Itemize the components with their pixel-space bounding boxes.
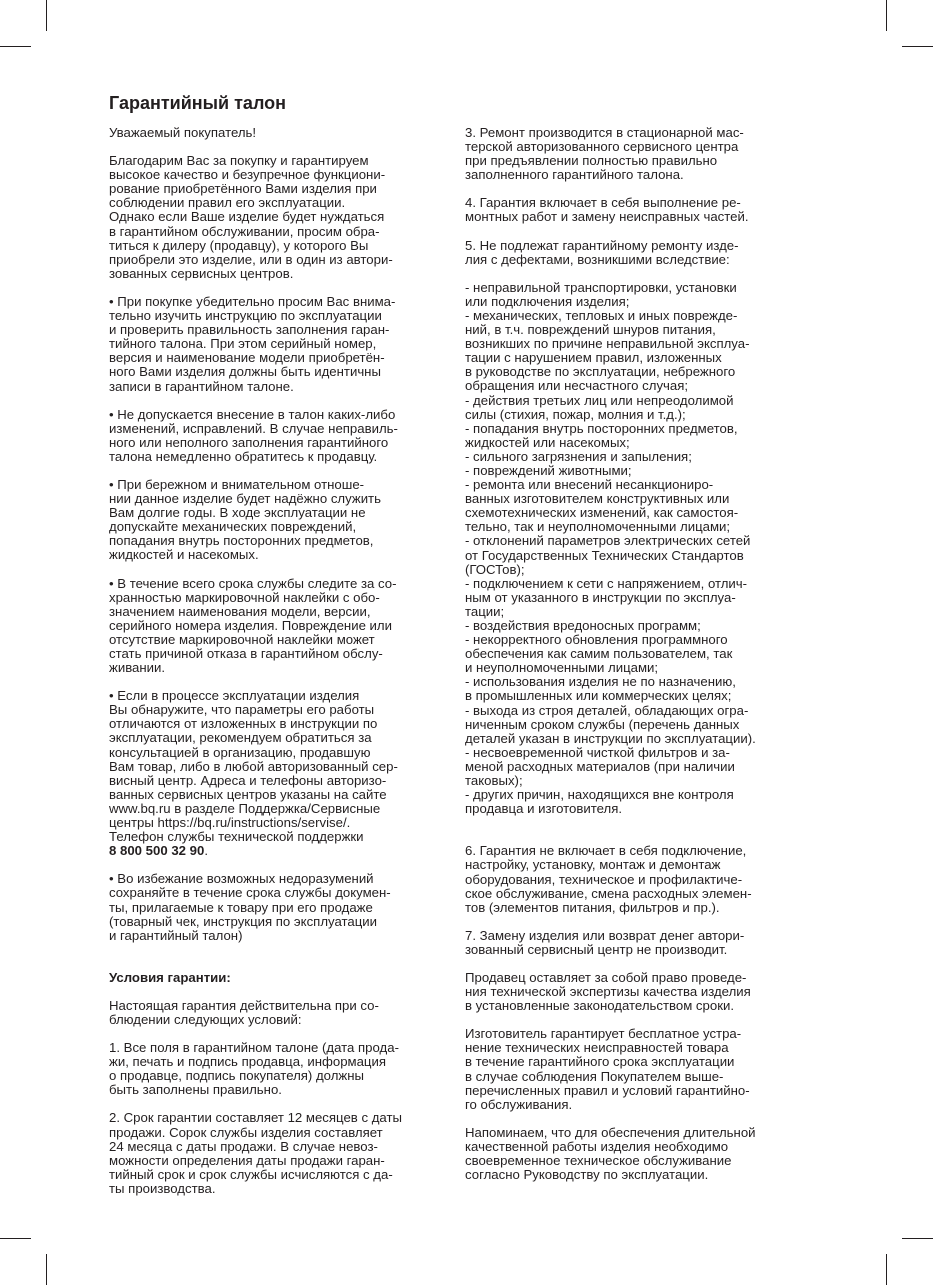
condition-7: 7. Замену изделия или возврат денег автори- зованный сервисный центр не производит. — [465, 927, 745, 957]
support-phone: 8 800 500 32 90 — [109, 843, 205, 859]
condition-3: 3. Ремонт производится в стационарной мас- терской авторизованного сервисного центра при предъявлении полностью правильно заполненного гарантийного талона. — [465, 125, 744, 183]
exclusions-list: - неправильной транспортировки, установки или подключения изделия; - механических, тепловых и иных поврежде- ний, в т.ч. повреждений шнуров питания, возникших по причине неправильной эксплуа- тации с нарушением правил, изложенных в руководстве по эксплуатации, небрежного обращения или несчастного случая; - действия третьих лиц или непреодолимой силы (стихия, пожар, молния и т.д.); - попадания внутрь посторонних предметов, жидкостей или насекомых; - сильного загрязнения и запыления; - повреждений животными; - ремонта или внесений несанкциониро- ванных изготовителем конструктивных или схемотехнических изменений, как самостоя- тельно, так и неуполномоченными лицами; - отклонений параметров электрических сетей от Государственных Технических Стандартов (ГОСТов); - подключением к сети с напряжением, отлич- ным от указанного в инструкции по эксплуа- тации; - воздействия вредоносных программ; - некорректного обновления программного обеспечения как самим пользователем, так и неуполномоченными лицами; - использования изделия не по назначению, в промышленных или коммерческих целях; - выхода из строя деталей, обладающих огра- ниченным сроком службы (перечень данных деталей указан в инструкции по эксплуатации). - несвоевременной чисткой фильтров и за- меной расходных материалов (при наличии таковых); - других причин, находящихся вне контроля продавца и изготовителя. — [465, 279, 756, 817]
condition-1: 1. Все поля в гарантийном талоне (дата прода- жи, печать и подпись продавца, информация о продавце, подпись покупателя) должны быть заполнены правильно. — [109, 1040, 399, 1098]
right-column — [465, 126, 795, 1196]
crop-mark-bottom-left — [46, 1254, 47, 1285]
intro-paragraph: Благодарим Вас за покупку и гарантируем высокое качество и безупречное функциони- рование приобретённого Вами изделия при соблюдении правил его эксплуатации. Однако если Ваше изделие будет нуждаться в гарантийном обслуживании, просим обра- титься к дилеру (продавцу), у которого Вы приобрели это изделие, или в один из автори- зованных сервисных центров. — [109, 153, 393, 281]
condition-6: 6. Гарантия не включает в себя подключение, настройку, установку, монтаж и демонтаж оборудования, техническое и профилактиче- ское обслуживание, смена расходных элемен- тов (элементов питания, фильтров и пр.). — [465, 843, 752, 915]
left-column — [109, 126, 439, 1210]
crop-mark-right-top — [902, 46, 933, 47]
crop-mark-top-right — [886, 0, 887, 31]
crop-mark-right-bottom — [902, 1238, 933, 1239]
crop-mark-bottom-right — [886, 1254, 887, 1285]
page-title: Гарантийный талон — [109, 93, 287, 113]
crop-mark-left-top — [0, 46, 31, 47]
condition-4: 4. Гарантия включает в себя выполнение ре- монтных работ и замену неисправных частей. — [465, 195, 749, 225]
bullet-support-contacts: • Если в процессе эксплуатации изделия Вы обнаружите, что параметры его работы отличаются от изложенных в инструкции по эксплуатации, рекомендуем обратиться за консультацией в организацию, продавшую Вам товар, либо в любой авторизованный сер- висный центр. Адреса и телефоны авторизо- ванных сервисных центров указаны на сайте www.bq.ru в разделе Поддержка/Сервисные центры https://bq.ru/instructions/servise/. Телефон службы технической поддержки 8 800 500 32 90. — [109, 688, 398, 859]
seller-rights: Продавец оставляет за собой право проведе- ния технической экспертизы качества изделия в установленные законодательством сроки. — [465, 969, 751, 1014]
bullet-no-changes: • Не допускается внесение в талон каких-либо изменений, исправлений. В случае неправиль- ного или неполного заполнения гарантийного талона немедленно обратитесь к продавцу. — [109, 406, 398, 464]
crop-mark-top-left — [46, 0, 47, 31]
greeting: Уважаемый покупатель! — [109, 125, 257, 140]
condition-2: 2. Срок гарантии составляет 12 месяцев с даты продажи. Сорок службы изделия составляет 24 месяца с даты продажи. В случае невоз- можности определения даты продажи гаран- тийный срок и срок службы исчисляются с да- ты производства. — [109, 1110, 402, 1196]
support-text: • Если в процессе эксплуатации изделия Вы обнаружите, что параметры его работы отличаются от изложенных в инструкции по эксплуатации, рекомендуем обратиться за консультацией в организацию, продавшую Вам товар, либо в любой авторизованный сер- висный центр. Адреса и телефоны авторизо- ванных сервисных центров указаны на сайте www.bq.ru в разделе Поддержка/Сервисные центры https://bq.ru/instructions/servise/. Телефон службы технической поддержки — [109, 688, 398, 845]
maintenance-reminder: Напоминаем, что для обеспечения длительной качественной работы изделия необходимо своевременное техническое обслуживание согласно Руководству по эксплуатации. — [465, 1124, 756, 1183]
bullet-check-instructions: • При покупке убедительно просим Вас внима- тельно изучить инструкцию по эксплуатации и проверить правильность заполнения гаран- тийного талона. При этом серийный номер, версия и наименование модели приобретён- ного Вами изделия должны быть идентичны записи в гарантийном талоне. — [109, 293, 396, 394]
crop-mark-left-bottom — [0, 1238, 31, 1239]
bullet-careful-use: • При бережном и внимательном отноше- нии данное изделие будет надёжно служить Вам долгие годы. В ходе эксплуатации не допускайте механических повреждений, попадания внутрь посторонних предметов, жидкостей и насекомых. — [109, 476, 381, 563]
conditions-intro: Настоящая гарантия действительна при со- блюдении следующих условий: — [109, 997, 379, 1027]
manufacturer-guarantee: Изготовитель гарантирует бесплатное устра- нение технических неисправностей товара в течение гарантийного срока эксплуатации в случае соблюдения Покупателем выше- перечисленных правил и условий гарантийно- го обслуживания. — [465, 1026, 750, 1112]
condition-5: 5. Не подлежат гарантийному ремонту изде- лия с дефектами, возникшими вследствие: — [465, 237, 739, 267]
bullet-keep-documents: • Во избежание возможных недоразумений сохраняйте в течение срока службы докумен- ты, прилагаемые к товару при его продаже (товарный чек, инструкция по эксплуатации и гарантийный талон) — [109, 871, 391, 943]
conditions-heading: Условия гарантии: — [109, 969, 231, 985]
bullet-label-integrity: • В течение всего срока службы следите за со- хранностью маркировочной наклейки с обо- значением наименования модели, версии, серийного номера изделия. Повреждение или отсутствие маркировочной наклейки может стать причиной отказа в гарантийном обслу- живании. — [109, 575, 397, 676]
